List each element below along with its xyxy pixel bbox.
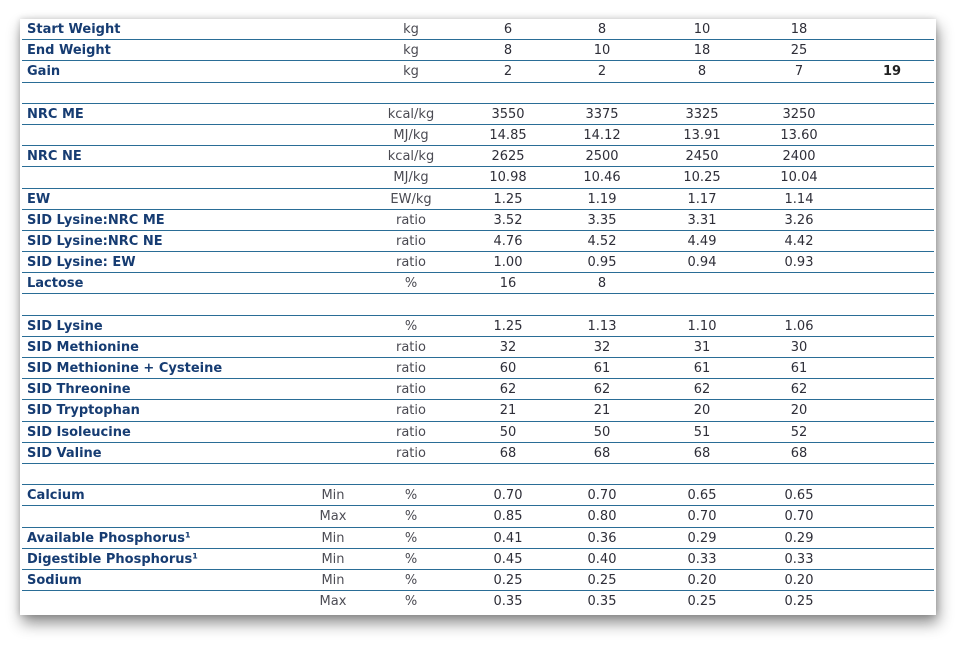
value-cell-phase-2: 0.25 xyxy=(587,572,617,588)
value-cell-phase-1: 4.76 xyxy=(493,233,523,249)
row-unit: kg xyxy=(403,43,419,59)
value-cell-phase-2: 0.36 xyxy=(587,530,617,546)
row-limit xyxy=(303,210,363,230)
row-label: Gain xyxy=(27,64,61,80)
row-total xyxy=(867,167,917,187)
value-cell-phase-2: 0.35 xyxy=(587,594,617,610)
table-row xyxy=(22,464,934,485)
value-cell-phase-3: 3.31 xyxy=(687,212,717,228)
row-unit: ratio xyxy=(396,212,426,228)
value-cell-phase-3: 8 xyxy=(697,64,707,80)
value-cell-phase-1: 1.00 xyxy=(493,255,523,271)
row-total xyxy=(867,83,917,103)
row-unit: % xyxy=(404,318,418,334)
row-limit xyxy=(303,167,363,187)
row-total xyxy=(867,294,917,314)
value-cell-phase-2: 3.35 xyxy=(587,212,617,228)
row-unit: ratio xyxy=(396,403,426,419)
row-total xyxy=(867,337,917,357)
row-unit: ratio xyxy=(396,361,426,376)
row-label: Start Weight xyxy=(27,22,121,37)
row-unit: kcal/kg xyxy=(387,106,435,122)
row-unit: kcal/kg xyxy=(387,149,435,165)
table-row xyxy=(22,591,934,612)
row-limit xyxy=(303,358,363,378)
table-row xyxy=(22,61,934,82)
row-total xyxy=(867,210,917,230)
row-unit: kg xyxy=(403,22,419,37)
row-total xyxy=(867,422,917,442)
value-cell-phase-3 xyxy=(667,464,737,484)
table-row xyxy=(22,549,934,570)
table-row xyxy=(22,400,934,421)
value-cell-phase-2: 2500 xyxy=(585,149,619,165)
row-limit xyxy=(303,422,363,442)
value-cell-phase-1: 0.85 xyxy=(493,509,523,525)
nutrient-table-card xyxy=(20,19,936,615)
row-total xyxy=(867,506,917,526)
row-unit: MJ/kg xyxy=(393,127,429,143)
row-limit: Min xyxy=(321,572,345,588)
row-unit xyxy=(371,464,451,484)
value-cell-phase-4: 0.33 xyxy=(784,551,814,567)
value-cell-phase-1: 1.25 xyxy=(493,318,523,334)
row-total xyxy=(867,146,917,166)
value-cell-phase-2: 2 xyxy=(597,64,607,80)
value-cell-phase-1 xyxy=(473,294,543,314)
value-cell-phase-3: 0.20 xyxy=(687,572,717,588)
value-cell-phase-2: 61 xyxy=(593,361,611,376)
table-row xyxy=(22,294,934,315)
value-cell-phase-2: 10.46 xyxy=(583,170,621,186)
table-row xyxy=(22,83,934,104)
row-label: SID Threonine xyxy=(27,382,131,398)
value-cell-phase-4: 1.14 xyxy=(784,191,814,207)
value-cell-phase-2: 21 xyxy=(593,403,611,419)
value-cell-phase-3: 31 xyxy=(693,339,711,355)
row-total xyxy=(867,570,917,590)
value-cell-phase-3: 68 xyxy=(693,445,711,461)
table-row xyxy=(22,125,934,146)
value-cell-phase-4: 2400 xyxy=(782,149,816,165)
value-cell-phase-3 xyxy=(667,273,737,293)
row-unit: % xyxy=(404,530,418,546)
table-row xyxy=(22,210,934,231)
value-cell-phase-2: 8 xyxy=(597,22,607,37)
value-cell-phase-1: 60 xyxy=(499,361,517,376)
row-label: NRC NE xyxy=(27,149,82,165)
value-cell-phase-2: 8 xyxy=(597,276,607,292)
value-cell-phase-3: 0.25 xyxy=(687,594,717,610)
table-row xyxy=(22,273,934,294)
value-cell-phase-3: 3325 xyxy=(685,106,719,122)
value-cell-phase-4: 3.26 xyxy=(784,212,814,228)
table-row xyxy=(22,231,934,252)
row-limit: Max xyxy=(319,594,347,610)
row-limit xyxy=(303,316,363,336)
row-total xyxy=(867,549,917,569)
value-cell-phase-3 xyxy=(667,83,737,103)
row-limit: Min xyxy=(321,488,345,504)
row-limit xyxy=(303,379,363,399)
row-label: SID Methionine + Cysteine xyxy=(27,361,223,376)
table-row xyxy=(22,104,934,125)
row-limit xyxy=(303,252,363,272)
value-cell-phase-2: 68 xyxy=(593,445,611,461)
table-row xyxy=(22,443,934,464)
value-cell-phase-1: 6 xyxy=(503,22,513,37)
row-unit: MJ/kg xyxy=(393,170,429,186)
row-limit xyxy=(303,443,363,463)
row-unit: % xyxy=(404,594,418,610)
row-unit: % xyxy=(404,276,418,292)
row-label: SID Lysine:NRC ME xyxy=(27,212,165,228)
value-cell-phase-2: 10 xyxy=(593,43,611,59)
value-cell-phase-3: 62 xyxy=(693,382,711,398)
row-limit xyxy=(303,337,363,357)
table-row xyxy=(22,570,934,591)
table-row xyxy=(22,485,934,506)
row-total xyxy=(867,189,917,209)
value-cell-phase-1: 0.45 xyxy=(493,551,523,567)
row-total xyxy=(867,125,917,145)
row-limit: Max xyxy=(319,509,347,525)
value-cell-phase-4 xyxy=(764,273,834,293)
table-row xyxy=(22,422,934,443)
value-cell-phase-3: 2450 xyxy=(685,149,719,165)
value-cell-phase-4: 18 xyxy=(790,22,808,37)
value-cell-phase-3: 10.25 xyxy=(683,170,721,186)
value-cell-phase-2: 0.70 xyxy=(587,488,617,504)
value-cell-phase-4: 62 xyxy=(790,382,808,398)
row-unit: % xyxy=(404,551,418,567)
value-cell-phase-4: 0.20 xyxy=(784,572,814,588)
row-unit: ratio xyxy=(396,255,426,271)
value-cell-phase-4: 0.25 xyxy=(784,594,814,610)
row-total xyxy=(867,316,917,336)
value-cell-phase-2: 1.19 xyxy=(587,191,617,207)
row-label: SID Valine xyxy=(27,445,102,461)
value-cell-phase-3: 4.49 xyxy=(687,233,717,249)
value-cell-phase-1: 16 xyxy=(499,276,517,292)
value-cell-phase-3 xyxy=(667,294,737,314)
row-limit xyxy=(303,146,363,166)
value-cell-phase-2: 62 xyxy=(593,382,611,398)
row-unit: ratio xyxy=(396,233,426,249)
row-label: Lactose xyxy=(27,276,84,292)
value-cell-phase-2: 0.40 xyxy=(587,551,617,567)
value-cell-phase-2: 0.80 xyxy=(587,509,617,525)
row-total xyxy=(867,358,917,378)
row-limit: Min xyxy=(321,530,345,546)
value-cell-phase-1: 62 xyxy=(499,382,517,398)
row-unit: % xyxy=(404,488,418,504)
row-limit xyxy=(303,231,363,251)
value-cell-phase-1: 68 xyxy=(499,445,517,461)
value-cell-phase-4: 68 xyxy=(790,445,808,461)
value-cell-phase-1: 0.70 xyxy=(493,488,523,504)
row-limit xyxy=(303,61,363,81)
value-cell-phase-3: 0.65 xyxy=(687,488,717,504)
value-cell-phase-3: 13.91 xyxy=(683,127,721,143)
table-row xyxy=(22,358,934,379)
row-label: Digestible Phosphorus¹ xyxy=(27,551,198,567)
row-total: 19 xyxy=(882,64,902,80)
row-unit: kg xyxy=(403,64,419,80)
row-total xyxy=(867,252,917,272)
value-cell-phase-3: 20 xyxy=(693,403,711,419)
value-cell-phase-4 xyxy=(764,83,834,103)
value-cell-phase-1: 10.98 xyxy=(489,170,527,186)
row-total xyxy=(867,104,917,124)
value-cell-phase-3: 18 xyxy=(693,43,711,59)
row-total xyxy=(867,464,917,484)
value-cell-phase-3: 0.94 xyxy=(687,255,717,271)
value-cell-phase-2 xyxy=(567,464,637,484)
row-total xyxy=(867,591,917,611)
row-limit xyxy=(303,273,363,293)
row-label: Sodium xyxy=(27,572,82,588)
value-cell-phase-3: 1.17 xyxy=(687,191,717,207)
value-cell-phase-2: 3375 xyxy=(585,106,619,122)
value-cell-phase-2: 1.13 xyxy=(587,318,617,334)
value-cell-phase-4: 20 xyxy=(790,403,808,419)
value-cell-phase-3: 0.70 xyxy=(687,509,717,525)
value-cell-phase-1: 3550 xyxy=(491,106,525,122)
row-unit: ratio xyxy=(396,339,426,355)
row-total xyxy=(867,273,917,293)
value-cell-phase-1: 2 xyxy=(503,64,513,80)
value-cell-phase-4: 3250 xyxy=(782,106,816,122)
value-cell-phase-3: 0.33 xyxy=(687,551,717,567)
value-cell-phase-1: 3.52 xyxy=(493,212,523,228)
row-total xyxy=(867,19,917,39)
row-label: SID Isoleucine xyxy=(27,424,131,440)
row-limit xyxy=(303,400,363,420)
row-label: SID Tryptophan xyxy=(27,403,140,419)
value-cell-phase-4: 30 xyxy=(790,339,808,355)
row-unit xyxy=(371,83,451,103)
table-row xyxy=(22,506,934,527)
value-cell-phase-4: 13.60 xyxy=(780,127,818,143)
row-unit: EW/kg xyxy=(390,191,432,207)
table-row xyxy=(22,316,934,337)
table-row xyxy=(22,189,934,210)
value-cell-phase-1: 0.35 xyxy=(493,594,523,610)
row-label: Available Phosphorus¹ xyxy=(27,530,191,546)
table-row xyxy=(22,252,934,273)
row-unit: ratio xyxy=(396,424,426,440)
row-limit xyxy=(303,19,363,39)
row-limit xyxy=(303,464,363,484)
value-cell-phase-1: 14.85 xyxy=(489,127,527,143)
row-total xyxy=(867,40,917,60)
value-cell-phase-1: 0.41 xyxy=(493,530,523,546)
value-cell-phase-4: 25 xyxy=(790,43,808,59)
row-limit xyxy=(303,125,363,145)
row-unit: % xyxy=(404,572,418,588)
value-cell-phase-3: 10 xyxy=(693,22,711,37)
row-unit: ratio xyxy=(396,382,426,398)
value-cell-phase-1: 0.25 xyxy=(493,572,523,588)
value-cell-phase-4: 0.70 xyxy=(784,509,814,525)
value-cell-phase-4: 0.93 xyxy=(784,255,814,271)
value-cell-phase-2: 50 xyxy=(593,424,611,440)
row-label: EW xyxy=(27,191,51,207)
value-cell-phase-4: 61 xyxy=(790,361,808,376)
value-cell-phase-3: 51 xyxy=(693,424,711,440)
row-limit xyxy=(303,189,363,209)
value-cell-phase-1: 50 xyxy=(499,424,517,440)
value-cell-phase-4 xyxy=(764,464,834,484)
row-total xyxy=(867,400,917,420)
row-limit xyxy=(303,83,363,103)
table-row xyxy=(22,337,934,358)
table-row xyxy=(22,40,934,61)
value-cell-phase-2: 32 xyxy=(593,339,611,355)
nutrient-specification-table xyxy=(22,19,934,612)
row-limit xyxy=(303,40,363,60)
value-cell-phase-1 xyxy=(473,83,543,103)
value-cell-phase-3: 0.29 xyxy=(687,530,717,546)
table-row xyxy=(22,379,934,400)
value-cell-phase-1: 32 xyxy=(499,339,517,355)
row-total xyxy=(867,528,917,548)
row-label: SID Lysine:NRC NE xyxy=(27,233,163,249)
row-total xyxy=(867,379,917,399)
value-cell-phase-4: 0.65 xyxy=(784,488,814,504)
row-total xyxy=(867,443,917,463)
row-unit: ratio xyxy=(396,445,426,461)
value-cell-phase-2: 4.52 xyxy=(587,233,617,249)
row-total xyxy=(867,231,917,251)
row-label: SID Methionine xyxy=(27,339,139,355)
value-cell-phase-1 xyxy=(473,464,543,484)
value-cell-phase-4: 4.42 xyxy=(784,233,814,249)
value-cell-phase-2 xyxy=(567,83,637,103)
value-cell-phase-4 xyxy=(764,294,834,314)
row-limit xyxy=(303,294,363,314)
value-cell-phase-4: 0.29 xyxy=(784,530,814,546)
value-cell-phase-4: 1.06 xyxy=(784,318,814,334)
value-cell-phase-2: 14.12 xyxy=(583,127,621,143)
row-limit: Min xyxy=(321,551,345,567)
value-cell-phase-2 xyxy=(567,294,637,314)
table-row xyxy=(22,167,934,188)
row-label: SID Lysine xyxy=(27,318,103,334)
table-row xyxy=(22,146,934,167)
row-label: End Weight xyxy=(27,43,111,59)
row-total xyxy=(867,485,917,505)
value-cell-phase-1: 2625 xyxy=(491,149,525,165)
value-cell-phase-1: 8 xyxy=(503,43,513,59)
row-limit xyxy=(303,104,363,124)
row-unit xyxy=(371,294,451,314)
row-label: SID Lysine: EW xyxy=(27,255,136,271)
value-cell-phase-4: 10.04 xyxy=(780,170,818,186)
value-cell-phase-3: 1.10 xyxy=(687,318,717,334)
value-cell-phase-4: 52 xyxy=(790,424,808,440)
table-row xyxy=(22,528,934,549)
value-cell-phase-1: 21 xyxy=(499,403,517,419)
row-label: Calcium xyxy=(27,488,85,504)
table-row xyxy=(22,19,934,40)
value-cell-phase-1: 1.25 xyxy=(493,191,523,207)
value-cell-phase-2: 0.95 xyxy=(587,255,617,271)
row-label: NRC ME xyxy=(27,106,84,122)
row-unit: % xyxy=(404,509,418,525)
value-cell-phase-4: 7 xyxy=(794,64,804,80)
value-cell-phase-3: 61 xyxy=(693,361,711,376)
